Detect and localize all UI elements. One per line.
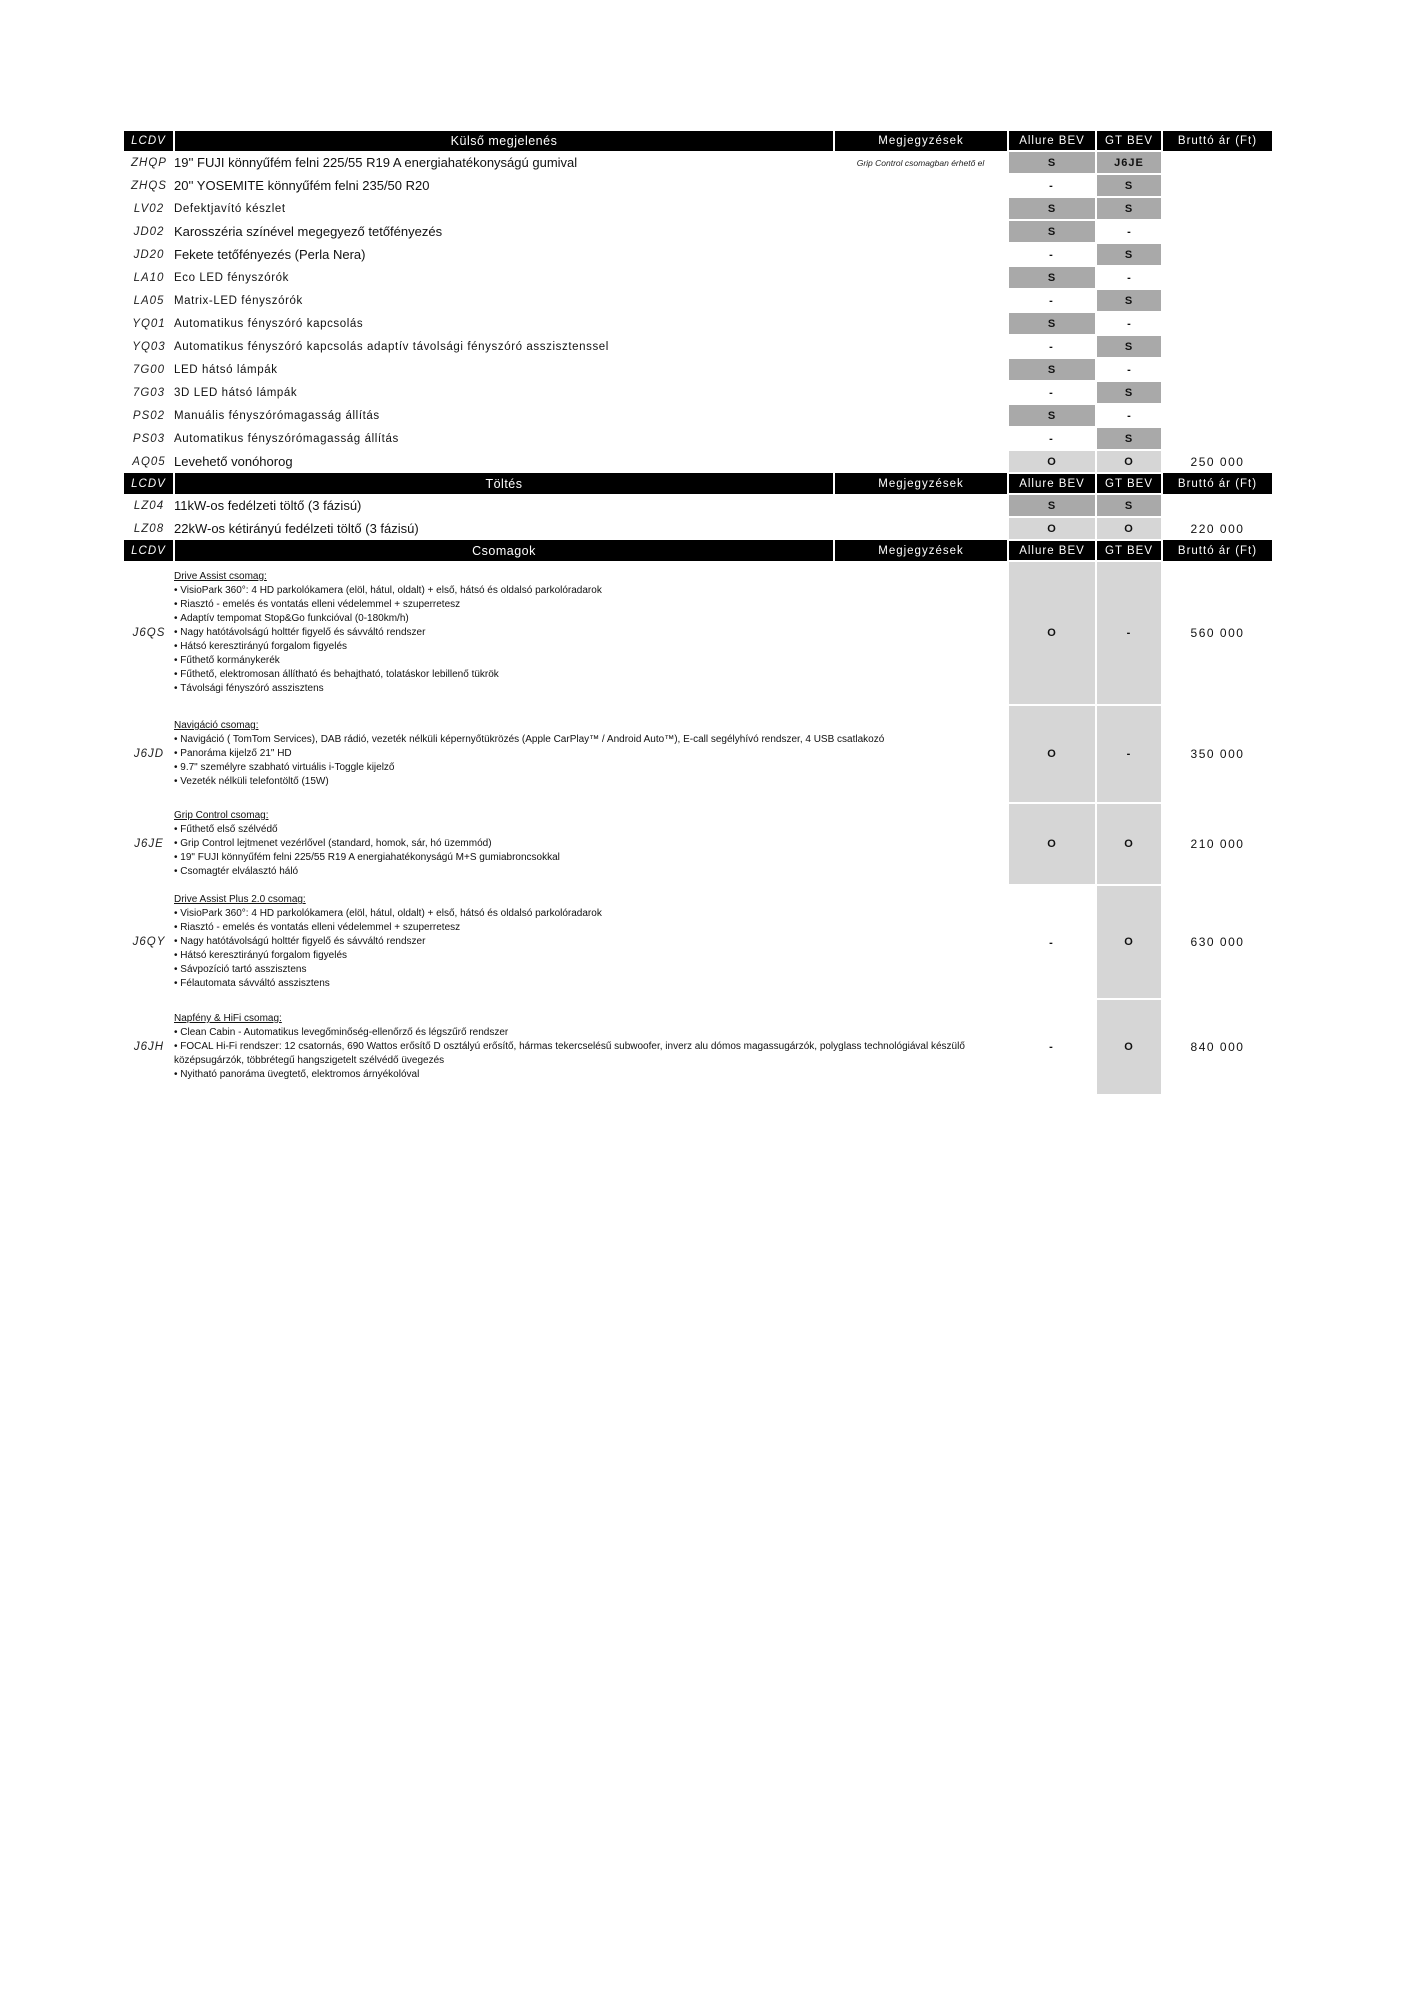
option-note [834, 450, 1008, 473]
gt-bev-value: S [1096, 197, 1162, 220]
option-price [1162, 220, 1272, 243]
gt-bev-value: - [1096, 705, 1162, 803]
option-price [1162, 494, 1272, 517]
option-price [1162, 381, 1272, 404]
package-feature-list [174, 907, 1008, 991]
package-price: 840 000 [1190, 1040, 1245, 1054]
allure-bev-value: O [1008, 517, 1096, 540]
section-header-row [124, 473, 1272, 494]
allure-bev-value: S [1008, 151, 1096, 174]
option-code: 7G03 [132, 386, 166, 399]
package-feature: • Hátsó keresztirányú forgalom figyelés [174, 949, 1008, 963]
allure-bev-value: - [1049, 340, 1054, 353]
package-title: Navigáció csomag: [174, 720, 259, 731]
package-feature: • Nagy hatótávolságú holttér figyelő és sávváltó rendszer [174, 626, 1007, 640]
option-price: 250 000 [1190, 454, 1245, 469]
header-lcdv: LCDV [124, 131, 174, 151]
table-row [124, 517, 1272, 540]
option-description: 3D LED hátsó lámpák [174, 386, 298, 399]
option-note [834, 266, 1008, 289]
option-code: YQ03 [132, 340, 166, 353]
package-feature: • Fűthető, elektromosan állítható és behajtható, tolatáskor lebillenő tükrök [174, 668, 1007, 682]
allure-bev-value: S [1008, 312, 1096, 335]
allure-bev-value: S [1008, 494, 1096, 517]
option-price [1162, 266, 1272, 289]
option-description: Defektjavító készlet [174, 202, 286, 215]
header-gt-bev: GT BEV [1096, 540, 1162, 561]
table-row [124, 243, 1272, 266]
package-feature: • Riasztó - emelés és vontatás elleni védelemmel + szuperretesz [174, 921, 1008, 935]
package-title: Grip Control csomag: [174, 810, 269, 821]
package-row [124, 705, 1272, 803]
gt-bev-value: S [1096, 381, 1162, 404]
header-price: Bruttó ár (Ft) [1162, 473, 1272, 494]
allure-bev-value: - [1049, 248, 1054, 261]
package-feature: • Fűthető kormánykerék [174, 654, 1007, 668]
package-title: Napfény & HiFi csomag: [174, 1013, 282, 1024]
option-code: LZ08 [133, 522, 165, 535]
option-code: LZ04 [133, 499, 165, 512]
header-allure-bev: Allure BEV [1008, 473, 1096, 494]
option-price [1162, 243, 1272, 266]
option-note: Grip Control csomagban érhető el [856, 157, 985, 168]
option-description: 20'' YOSEMITE könnyűfém felni 235/50 R20 [174, 178, 430, 193]
option-description: Manuális fényszórómagasság állítás [174, 409, 380, 422]
package-feature: • 19" FUJI könnyűfém felni 225/55 R19 A energiahatékonyságú M+S gumiabroncsokkal [174, 851, 1007, 865]
option-price [1162, 289, 1272, 312]
package-description [174, 999, 1008, 1095]
package-code: J6JH [133, 1041, 165, 1053]
package-title: Drive Assist csomag: [174, 571, 267, 582]
allure-bev-value: S [1008, 220, 1096, 243]
package-price: 560 000 [1190, 626, 1245, 640]
section-title: Töltés [174, 473, 834, 494]
package-price: 350 000 [1190, 747, 1245, 761]
gt-bev-value: O [1096, 885, 1162, 999]
option-code: LA05 [133, 294, 165, 307]
allure-bev-value: - [1049, 936, 1054, 949]
package-feature: • Riasztó - emelés és vontatás elleni védelemmel + szuperretesz [174, 598, 1007, 612]
option-price [1162, 174, 1272, 197]
option-description: Matrix-LED fényszórók [174, 294, 303, 307]
package-row [124, 803, 1272, 885]
package-feature: • VisioPark 360°: 4 HD parkolókamera (elöl, hátul, oldalt) + első, hátsó és oldalsó parkolóradarok [174, 584, 1007, 598]
option-code: PS03 [132, 432, 166, 445]
package-code: J6QY [132, 936, 166, 948]
option-price [1162, 197, 1272, 220]
option-price [1162, 358, 1272, 381]
section-header-row [124, 131, 1272, 151]
header-notes: Megjegyzések [834, 131, 1008, 151]
gt-bev-value: O [1096, 450, 1162, 473]
option-price [1162, 335, 1272, 358]
package-feature: • Hátsó keresztirányú forgalom figyelés [174, 640, 1007, 654]
package-feature: • Adaptív tempomat Stop&Go funkcióval (0-180km/h) [174, 612, 1007, 626]
gt-bev-value: - [1127, 409, 1132, 422]
option-code: LA10 [133, 271, 165, 284]
allure-bev-value: - [1049, 179, 1054, 192]
option-note [834, 335, 1008, 358]
table-row [124, 427, 1272, 450]
gt-bev-value: O [1096, 999, 1162, 1095]
package-feature: • Clean Cabin - Automatikus levegőminőség-ellenőrző és légszűrő rendszer [174, 1026, 1008, 1040]
gt-bev-value: O [1096, 517, 1162, 540]
gt-bev-value: S [1096, 335, 1162, 358]
option-description: 19'' FUJI könnyűfém felni 225/55 R19 A energiahatékonyságú gumival [174, 155, 578, 170]
allure-bev-value: O [1008, 803, 1096, 885]
package-feature: • 9.7" személyre szabható virtuális i-Toggle kijelző [174, 761, 1007, 775]
allure-bev-value: S [1008, 404, 1096, 427]
option-price [1162, 151, 1272, 174]
section-header-row [124, 540, 1272, 561]
allure-bev-value: S [1008, 358, 1096, 381]
table-row [124, 381, 1272, 404]
package-feature: • VisioPark 360°: 4 HD parkolókamera (elöl, hátul, oldalt) + első, hátsó és oldalsó parkolóradarok [174, 907, 1008, 921]
option-code: ZHQS [131, 179, 167, 192]
package-feature: • Távolsági fényszóró asszisztens [174, 682, 1007, 696]
option-description: Eco LED fényszórók [174, 271, 289, 284]
package-row [124, 885, 1272, 999]
package-description [174, 885, 1008, 999]
package-feature: • Panoráma kijelző 21" HD [174, 747, 1007, 761]
package-description [174, 803, 1008, 885]
option-code: AQ05 [132, 455, 166, 468]
option-code: JD20 [133, 248, 165, 261]
package-feature-list [174, 823, 1007, 879]
package-description [174, 561, 1008, 705]
option-code: YQ01 [132, 317, 166, 330]
option-note [834, 358, 1008, 381]
package-title: Drive Assist Plus 2.0 csomag: [174, 894, 306, 905]
option-note [834, 220, 1008, 243]
allure-bev-value: - [1049, 432, 1054, 445]
package-feature: • Fűthető első szélvédő [174, 823, 1007, 837]
option-note [834, 243, 1008, 266]
gt-bev-value: - [1127, 317, 1132, 330]
gt-bev-value: S [1096, 494, 1162, 517]
package-description [174, 705, 1008, 803]
option-note [834, 312, 1008, 335]
table-row [124, 266, 1272, 289]
option-description: 22kW-os kétirányú fedélzeti töltő (3 fázisú) [174, 521, 419, 536]
header-lcdv: LCDV [124, 540, 174, 561]
package-feature: • Vezeték nélküli telefontöltő (15W) [174, 775, 1007, 789]
header-gt-bev: GT BEV [1096, 131, 1162, 151]
gt-bev-value: O [1096, 803, 1162, 885]
allure-bev-value: - [1049, 1041, 1054, 1053]
option-note [834, 427, 1008, 450]
package-feature: • FOCAL Hi-Fi rendszer: 12 csatornás, 690 Wattos erősítő D osztályú erősítő, hármas tekercselésű subwoofer, inverz alu dómos magassugárzók, polyglass technológiával készülő középsugárzók, többrétegű hangszigetelt szélvédő üvegezés [174, 1040, 1008, 1068]
option-description: Automatikus fényszóró kapcsolás adaptív távolsági fényszóró asszisztenssel [174, 340, 609, 353]
package-feature: • Nagy hatótávolságú holttér figyelő és sávváltó rendszer [174, 935, 1008, 949]
allure-bev-value: S [1008, 266, 1096, 289]
gt-bev-value: J6JE [1096, 151, 1162, 174]
allure-bev-value: - [1049, 386, 1054, 399]
table-row [124, 174, 1272, 197]
package-price: 210 000 [1190, 837, 1245, 851]
option-note [834, 517, 1008, 540]
table-row [124, 450, 1272, 473]
package-price: 630 000 [1190, 935, 1245, 949]
gt-bev-value: - [1127, 225, 1132, 238]
option-code: LV02 [133, 202, 165, 215]
allure-bev-value: O [1008, 450, 1096, 473]
table-row [124, 197, 1272, 220]
option-price [1162, 312, 1272, 335]
allure-bev-value: - [1049, 294, 1054, 307]
option-code: 7G00 [132, 363, 166, 376]
package-feature-list [174, 733, 1007, 789]
option-description: Fekete tetőfényezés (Perla Nera) [174, 247, 366, 262]
package-feature: • Grip Control lejtmenet vezérlővel (standard, homok, sár, hó üzemmód) [174, 837, 1007, 851]
package-feature: • Nyitható panoráma üvegtető, elektromos árnyékolóval [174, 1068, 1008, 1082]
option-note [834, 494, 1008, 517]
gt-bev-value: - [1127, 363, 1132, 376]
option-price: 220 000 [1190, 521, 1245, 536]
gt-bev-value: S [1096, 174, 1162, 197]
package-code: J6JD [133, 748, 165, 760]
package-feature-list [174, 584, 1007, 696]
option-description: Levehető vonóhorog [174, 454, 293, 469]
option-description: Automatikus fényszóró kapcsolás [174, 317, 364, 330]
header-notes: Megjegyzések [834, 540, 1008, 561]
allure-bev-value: O [1008, 705, 1096, 803]
option-code: JD02 [133, 225, 165, 238]
equipment-price-table [124, 131, 1272, 1096]
option-note [834, 289, 1008, 312]
header-allure-bev: Allure BEV [1008, 131, 1096, 151]
table-row [124, 220, 1272, 243]
gt-bev-value: S [1096, 289, 1162, 312]
section-title: Külső megjelenés [174, 131, 834, 151]
option-note [834, 174, 1008, 197]
package-feature: • Csomagtér elválasztó háló [174, 865, 1007, 879]
gt-bev-value: S [1096, 243, 1162, 266]
section-title: Csomagok [174, 540, 834, 561]
option-description: 11kW-os fedélzeti töltő (3 fázisú) [174, 498, 362, 513]
option-price [1162, 404, 1272, 427]
package-feature: • Navigáció ( TomTom Services), DAB rádió, vezeték nélküli képernyőtükrözés (Apple CarPlay™ / Android Auto™), E-call segélyhívó rendszer, 4 USB csatlakozó [174, 733, 1007, 747]
gt-bev-value: - [1127, 271, 1132, 284]
option-code: PS02 [132, 409, 166, 422]
option-note [834, 197, 1008, 220]
allure-bev-value: S [1008, 197, 1096, 220]
package-feature: • Sávpozíció tartó asszisztens [174, 963, 1008, 977]
package-row [124, 561, 1272, 705]
table-row [124, 358, 1272, 381]
table-row [124, 151, 1272, 174]
table-row [124, 335, 1272, 358]
option-code: ZHQP [131, 156, 167, 169]
header-price: Bruttó ár (Ft) [1162, 540, 1272, 561]
header-lcdv: LCDV [124, 473, 174, 494]
package-code: J6QS [132, 627, 166, 639]
table-row [124, 312, 1272, 335]
option-description: Automatikus fényszórómagasság állítás [174, 432, 399, 445]
table-row [124, 289, 1272, 312]
option-description: Karosszéria színével megegyező tetőfényezés [174, 224, 443, 239]
header-notes: Megjegyzések [834, 473, 1008, 494]
gt-bev-value: - [1096, 561, 1162, 705]
option-note [834, 404, 1008, 427]
package-feature-list [174, 1026, 1008, 1082]
header-allure-bev: Allure BEV [1008, 540, 1096, 561]
header-price: Bruttó ár (Ft) [1162, 131, 1272, 151]
table-row [124, 404, 1272, 427]
gt-bev-value: S [1096, 427, 1162, 450]
package-code: J6JE [134, 838, 164, 850]
package-feature: • Félautomata sávváltó asszisztens [174, 977, 1008, 991]
table-body [124, 131, 1272, 1095]
package-row [124, 999, 1272, 1095]
option-description: LED hátsó lámpák [174, 363, 278, 376]
allure-bev-value: O [1008, 561, 1096, 705]
option-price [1162, 427, 1272, 450]
option-note [834, 381, 1008, 404]
header-gt-bev: GT BEV [1096, 473, 1162, 494]
table-row [124, 494, 1272, 517]
